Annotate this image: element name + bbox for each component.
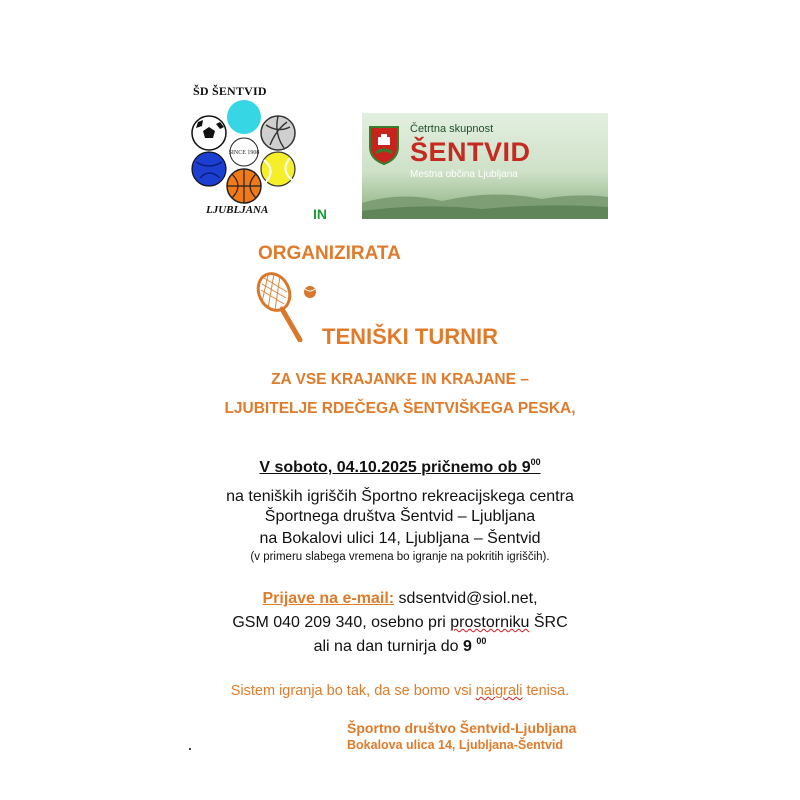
volleyball-icon: [261, 116, 295, 150]
registration-email[interactable]: sdsentvid@siol.net,: [394, 590, 538, 607]
coat-of-arms-icon: [368, 125, 400, 165]
deadline-sup: 00: [476, 636, 487, 646]
club-city: LJUBLJANA: [206, 204, 269, 216]
system-prefix: Sistem igranja bo tak, da se bomo vsi: [230, 683, 476, 699]
venue-line-1: na teniških igriščih Športno rekreacijskega centra: [226, 488, 574, 505]
deadline-hour: 9: [463, 638, 472, 655]
stray-dot: [189, 748, 191, 750]
weather-note: (v primeru slabega vremena bo igranje na pokritih igriščih).: [250, 551, 550, 563]
date-time-sup: 00: [530, 457, 541, 467]
basketball-icon: [227, 169, 261, 203]
tennis-ball-icon: [261, 152, 295, 186]
system-suffix: tenisa.: [522, 683, 570, 699]
partner-banner: [362, 113, 608, 219]
gsm-word: prostorniku: [450, 614, 530, 631]
event-date: [0, 457, 800, 477]
partner-name: ŠENTVID: [410, 137, 531, 167]
organizers-heading: ORGANIZIRATA: [258, 243, 401, 264]
deadline-line: [0, 636, 800, 656]
gsm-line: [0, 614, 800, 632]
blue-ball-icon: [192, 152, 226, 186]
gsm-prefix: GSM 040 209 340, osebno pri: [232, 614, 451, 631]
event-title: TENIŠKI TURNIR: [322, 324, 498, 349]
partner-line3: Mestna občina Ljubljana: [410, 169, 518, 180]
club-since: SINCE 1908: [228, 150, 260, 156]
audience-line-2: LJUBITELJE RDEČEGA ŠENTVIŠKEGA PESKA,: [224, 400, 576, 417]
football-icon: [192, 116, 226, 150]
club-name: ŠD ŠENTVID: [193, 84, 267, 98]
registration-line: [0, 590, 800, 608]
landscape-illustration: [362, 183, 608, 219]
club-logo: [190, 100, 298, 204]
system-word: naigrali: [475, 683, 523, 699]
date-text: V soboto, 04.10.2025 pričnemo ob 9: [259, 459, 531, 476]
signature-address: Bokalova ulica 14, Ljubljana-Šentvid: [347, 738, 564, 752]
connector-in: IN: [313, 206, 327, 222]
audience-line-1: ZA VSE KRAJANKE IN KRAJANE –: [271, 371, 529, 388]
ball-cyan: [227, 100, 261, 134]
tennis-racket-icon: [254, 270, 324, 342]
registration-label: Prijave na e-mail:: [262, 590, 395, 607]
deadline-prefix: ali na dan turnirja do: [313, 638, 464, 655]
gsm-suffix: ŠRC: [529, 614, 568, 631]
partner-line1: Četrtna skupnost: [410, 123, 494, 135]
system-line: [0, 683, 800, 699]
venue-line-2: Športnega društva Šentvid – Ljubljana: [264, 508, 536, 525]
venue-line-3: na Bokalovi ulici 14, Ljubljana – Šentvid: [259, 530, 541, 547]
signature-org: Športno društvo Šentvid-Ljubljana: [347, 720, 577, 736]
